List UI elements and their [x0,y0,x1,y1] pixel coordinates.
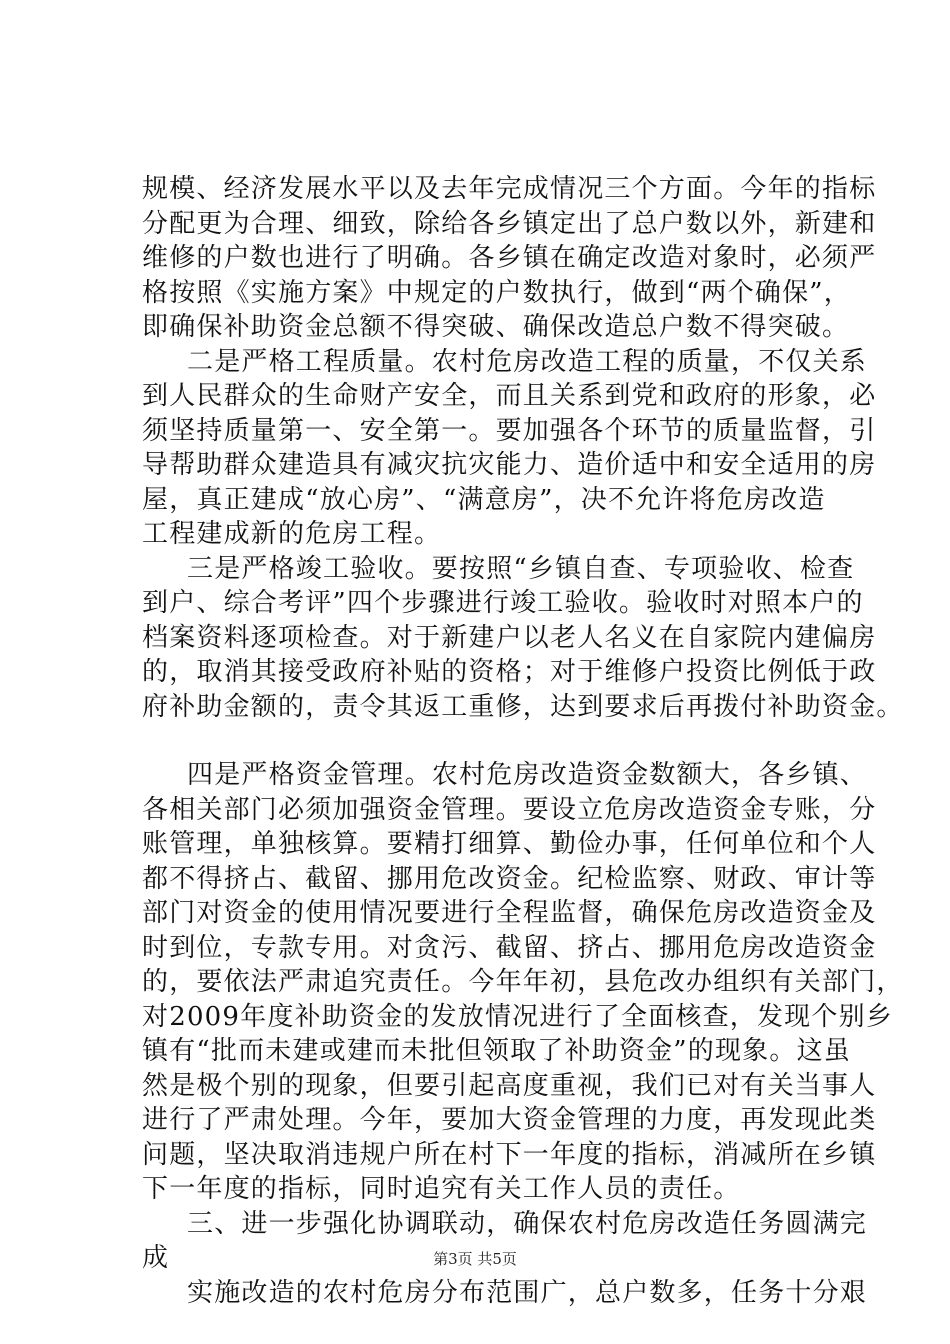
section-heading-line: 成 [142,1243,170,1273]
text-line: 到人民群众的生命财产安全，而且关系到党和政府的形象，必 [142,381,877,411]
text-line: 账管理，单独核算。要精打细算、勤俭办事，任何单位和个人 [142,829,877,859]
text-line: 即确保补助资金总额不得突破、确保改造总户数不得突破。 [142,312,850,342]
text-line: 问题，坚决取消违规户所在村下一年度的指标，消减所在乡镇 [142,1139,877,1170]
paragraph-start-line: 二是严格工程质量。农村危房改造工程的质量，不仅关系 [187,346,868,377]
text-line: 屋，真正建成“放心房”、“满意房”，决不允许将危房改造 [142,484,826,515]
text-line: 格按照《实施方案》中规定的户数执行，做到“两个确保”， [142,277,851,308]
text-line: 部门对资金的使用情况要进行全程监督，确保危房改造资金及 [142,898,877,928]
text-line: 维修的户数也进行了明确。各乡镇在确定改造对象时，必须严 [142,243,877,273]
paragraph-start-line: 实施改造的农村危房分布范围广，总户数多，任务十分艰 [187,1277,868,1308]
text-line: 档案资料逐项检查。对于新建户以老人名义在自家院内建偏房 [142,622,877,653]
text-line: 到户、综合考评”四个步骤进行竣工验收。验收时对照本户的 [142,588,864,618]
text-line: 工程建成新的危房工程。 [142,519,442,549]
text-line: 镇有“批而未建或建而未批但领取了补助资金”的现象。这虽 [142,1036,851,1066]
text-line: 分配更为合理、细致，除给各乡镇定出了总户数以外，新建和 [142,208,877,239]
text-line: 下一年度的指标，同时追究有关工作人员的责任。 [142,1174,741,1204]
text-line: 的，取消其接受政府补贴的资格；对于维修户投资比例低于政 [142,657,877,687]
text-line: 规模、经济发展水平以及去年完成情况三个方面。今年的指标 [142,174,877,204]
text-line: 都不得挤占、截留、挪用危改资金。纪检监察、财政、审计等 [142,863,877,894]
document-body [142,172,904,1310]
section-heading-line: 三、进一步强化协调联动，确保农村危房改造任务圆满完 [187,1208,868,1239]
paragraph-start-line: 三是严格竣工验收。要按照“乡镇自查、专项验收、检查 [187,553,855,584]
text-line: 时到位，专款专用。对贪污、截留、挤占、挪用危房改造资金 [142,932,877,963]
text-line: 须坚持质量第一、安全第一。要加强各个环节的质量监督，引 [142,415,877,446]
text-line: 的，要依法严肃追究责任。今年年初，县危改办组织有关部门， [142,967,904,997]
text-line: 对2009年度补助资金的发放情况进行了全面核查，发现个别乡 [142,1001,893,1032]
text-line: 导帮助群众建造具有减灾抗灾能力、造价适中和安全适用的房 [142,450,877,480]
text-line: 府补助金额的，责令其返工重修，达到要求后再拨付补助资金。 [142,691,904,722]
text-line: 然是极个别的现象，但要引起高度重视，我们已对有关当事人 [142,1070,877,1101]
text-line: 进行了严肃处理。今年，要加大资金管理的力度，再发现此类 [142,1105,877,1135]
paragraph-start-line: 四是严格资金管理。农村危房改造资金数额大，各乡镇、 [187,760,868,790]
text-line: 各相关部门必须加强资金管理。要设立危房改造资金专账，分 [142,794,877,825]
page-number-footer: 第3页 共5页 [433,1250,517,1268]
